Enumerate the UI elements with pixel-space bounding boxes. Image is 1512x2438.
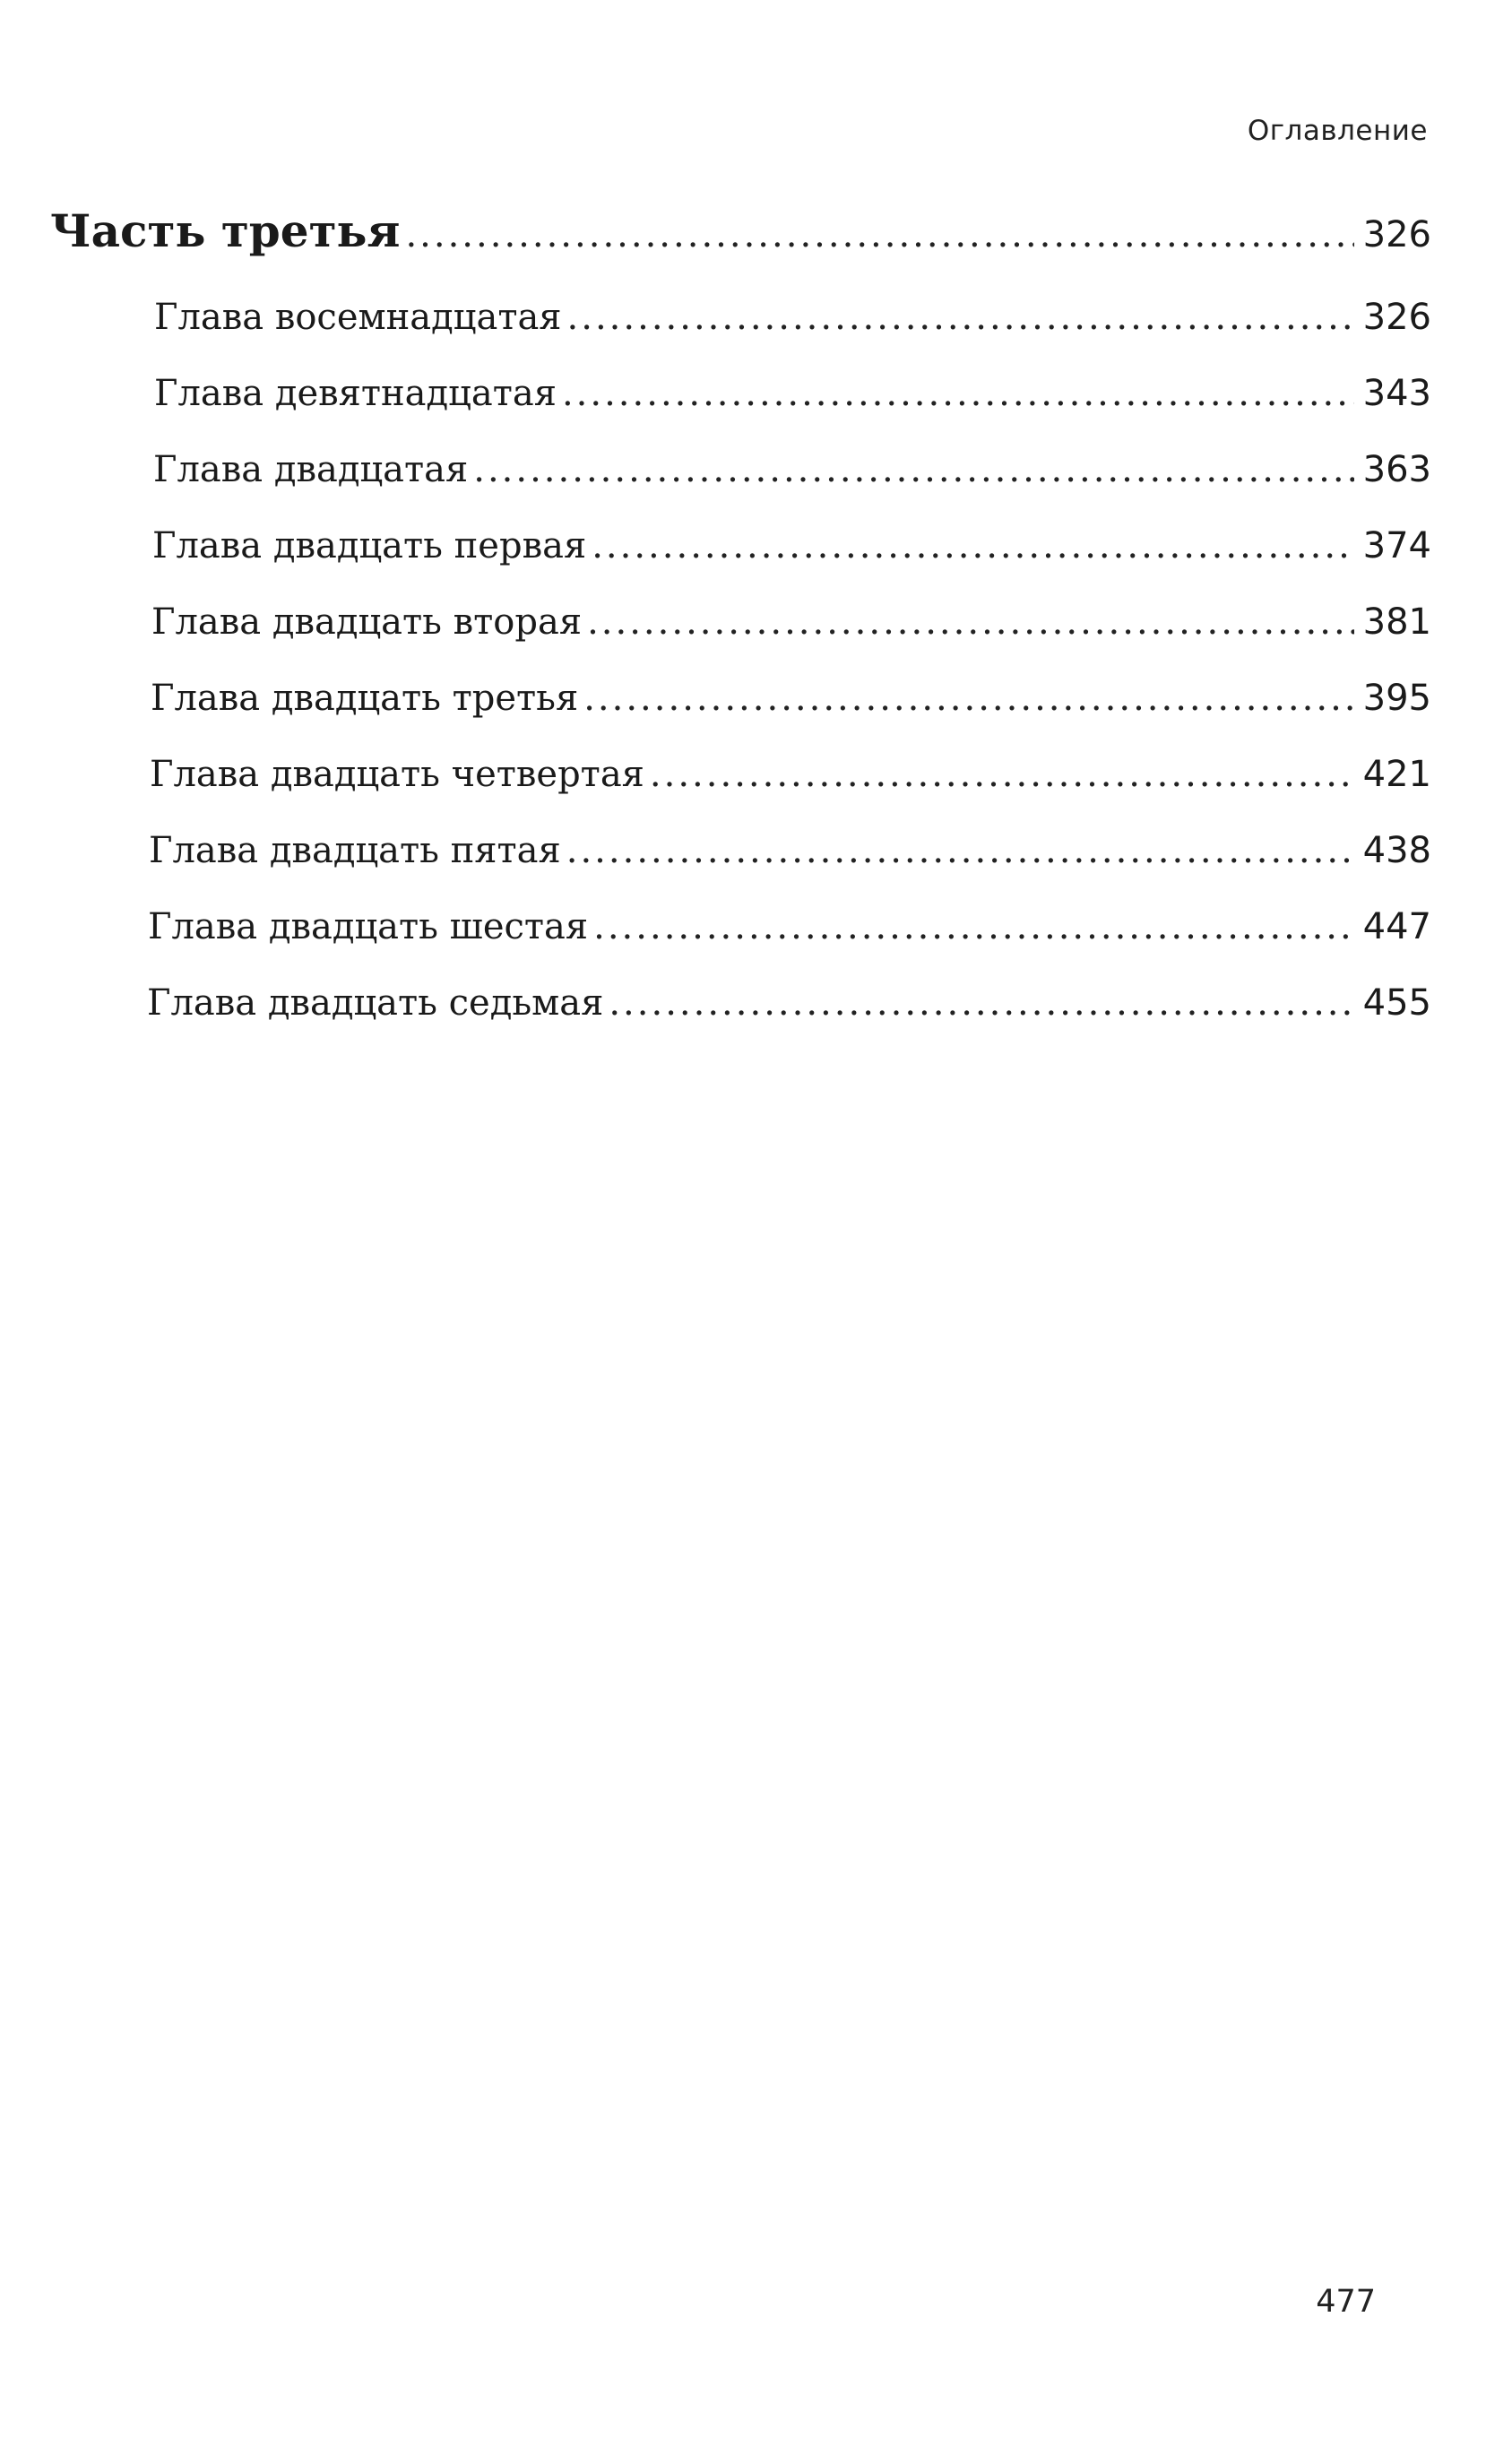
dot-leader	[609, 982, 1353, 1024]
part-page-number: 326	[1362, 214, 1431, 255]
chapter-page-number: 455	[1362, 982, 1431, 1024]
chapter-page-number: 381	[1362, 601, 1431, 643]
dot-leader	[473, 449, 1353, 490]
dot-leader	[583, 678, 1353, 719]
chapter-title: Глава двадцать первая	[152, 525, 587, 566]
chapter-title: Глава двадцать четвертая	[150, 754, 644, 795]
dot-leader	[562, 373, 1354, 414]
toc-chapter-entry[interactable]	[148, 906, 1431, 947]
toc-chapter-entry[interactable]	[150, 754, 1431, 795]
part-title: Часть третья	[50, 204, 401, 257]
dot-leader	[587, 601, 1354, 643]
toc-chapter-entry[interactable]	[154, 297, 1431, 338]
chapter-title: Глава двадцать шестая	[148, 906, 589, 947]
toc-chapter-entry[interactable]	[151, 601, 1431, 643]
chapter-page-number: 374	[1362, 525, 1431, 566]
dot-leader	[405, 214, 1353, 255]
chapter-page-number: 343	[1362, 373, 1431, 414]
toc-part-entry[interactable]	[50, 204, 1431, 257]
chapter-page-number: 326	[1362, 297, 1431, 338]
chapter-page-number: 447	[1362, 906, 1431, 947]
chapter-title: Глава двадцатая	[153, 449, 469, 490]
chapter-title: Глава девятнадцатая	[154, 373, 557, 414]
toc-chapter-entry[interactable]	[147, 982, 1431, 1024]
dot-leader	[650, 754, 1354, 795]
dot-leader	[567, 297, 1354, 338]
dot-leader	[593, 906, 1354, 947]
page-number: 477	[1316, 2284, 1376, 2320]
chapter-title: Глава двадцать вторая	[151, 601, 583, 643]
chapter-title: Глава двадцать пятая	[149, 830, 561, 871]
chapter-page-number: 395	[1362, 678, 1431, 719]
chapter-title: Глава восемнадцатая	[154, 297, 562, 338]
table-of-contents	[0, 204, 1512, 1065]
chapter-page-number: 421	[1362, 754, 1431, 795]
chapter-title: Глава двадцать седьмая	[147, 982, 604, 1024]
dot-leader	[592, 525, 1353, 566]
running-head: Оглавление	[1247, 115, 1428, 147]
chapter-page-number: 438	[1362, 830, 1431, 871]
chapter-page-number: 363	[1362, 449, 1431, 490]
toc-chapter-entry[interactable]	[151, 678, 1431, 719]
dot-leader	[566, 830, 1354, 871]
toc-chapter-entry[interactable]	[154, 373, 1431, 414]
toc-chapter-entry[interactable]	[152, 525, 1431, 566]
toc-chapter-entry[interactable]	[149, 830, 1431, 871]
chapter-title: Глава двадцать третья	[151, 678, 579, 719]
toc-chapter-entry[interactable]	[153, 449, 1431, 490]
